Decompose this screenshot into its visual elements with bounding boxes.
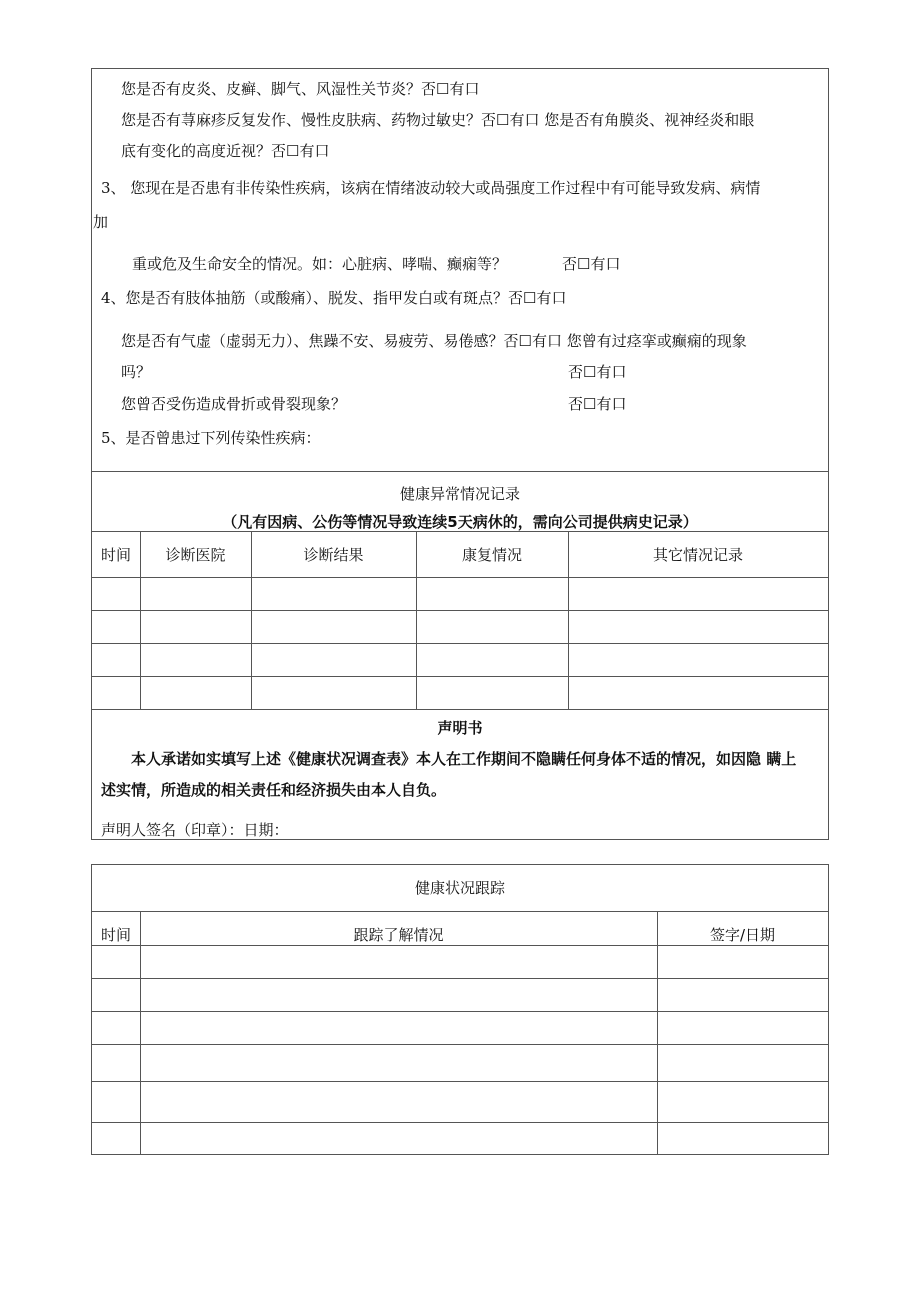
table-rule <box>92 676 828 677</box>
abnormal-record-table <box>91 471 829 840</box>
tracking-header-signature: 签字/日期 <box>709 926 776 944</box>
question-5: 5、是否曾患过下列传染性疾病： <box>101 429 321 447</box>
table-rule <box>92 610 828 611</box>
table-rule <box>92 1081 828 1082</box>
question-skin: 您是否有皮炎、皮癣、脚气、风湿性关节炎？否☐有口 <box>121 80 480 98</box>
table-rule <box>92 709 828 710</box>
declaration-body-cont: 述实情，所造成的相关责任和经济损失由本人自负。 <box>101 781 447 799</box>
header-recovery: 康复情况 <box>461 546 522 564</box>
table-rule <box>92 1011 828 1012</box>
declaration-signature: 声明人签名（印章）：日期： <box>101 821 289 839</box>
table-rule <box>92 577 828 578</box>
header-diagnosis: 诊断结果 <box>303 546 364 564</box>
question-3: 3、 您现在是否患有非传染性疾病，该病在情绪波动较大或咼强度工作过程中有可能导致发病、病情 <box>101 179 761 197</box>
table-col-rule <box>140 911 141 1154</box>
question-4-fatigue-answer: 否☐有口 <box>568 363 627 381</box>
table-rule <box>92 643 828 644</box>
header-other: 其它情况记录 <box>652 546 743 564</box>
abnormal-subtitle: （凡有因病、公伤等情况导致连续5天病休的，需向公司提供病史记录） <box>222 513 698 531</box>
table-rule <box>92 911 828 912</box>
question-urticaria-cont: 底有变化的高度近视？否☐有口 <box>121 142 330 160</box>
declaration-body: 本人承诺如实填写上述《健康状况调查表》本人在工作期间不隐瞒任何身体不适的情况，如因隐 瞒上 <box>131 750 797 768</box>
abnormal-title: 健康异常情况记录 <box>399 485 520 503</box>
header-hospital: 诊断医院 <box>165 546 226 564</box>
question-3-cont: 加 <box>93 213 109 231</box>
question-4: 4、您是否有肢体抽筋（或酸痛）、脱发、指甲发白或有斑点？否☐有口 <box>101 289 567 307</box>
question-4-fracture: 您曾否受伤造成骨折或骨裂现象？ <box>121 395 347 413</box>
table-rule <box>92 1122 828 1123</box>
question-4-fatigue-cont: 吗？ <box>121 363 152 381</box>
table-col-rule <box>657 911 658 1154</box>
health-tracking-table <box>91 864 829 1155</box>
tracking-header-status: 跟踪了解情况 <box>353 926 444 944</box>
question-urticaria: 您是否有荨麻疹反复发作、慢性皮肤病、药物过敏史？否☐有口 您是否有角膜炎、视神经炎和眼 <box>121 111 755 129</box>
declaration-title: 声明书 <box>437 719 483 737</box>
questionnaire-section <box>91 68 829 471</box>
table-rule <box>92 1044 828 1045</box>
tracking-title: 健康状况跟踪 <box>414 879 505 897</box>
question-4-fatigue: 您是否有气虚（虚弱无力）、焦躁不安、易疲劳、易倦感？否☐有口 您曾有过痉挛或癫痫的现象 <box>121 332 747 350</box>
table-rule <box>92 531 828 532</box>
header-time: 时间 <box>100 546 131 564</box>
table-rule <box>92 945 828 946</box>
tracking-header-time: 时间 <box>100 926 131 944</box>
question-4-fracture-answer: 否☐有口 <box>568 395 627 413</box>
table-rule <box>92 978 828 979</box>
question-3-answer: 否☐有口 <box>562 255 621 273</box>
question-3-cont2: 重或危及生命安全的情况。如：心脏病、哮喘、癫痫等？ <box>132 255 508 273</box>
